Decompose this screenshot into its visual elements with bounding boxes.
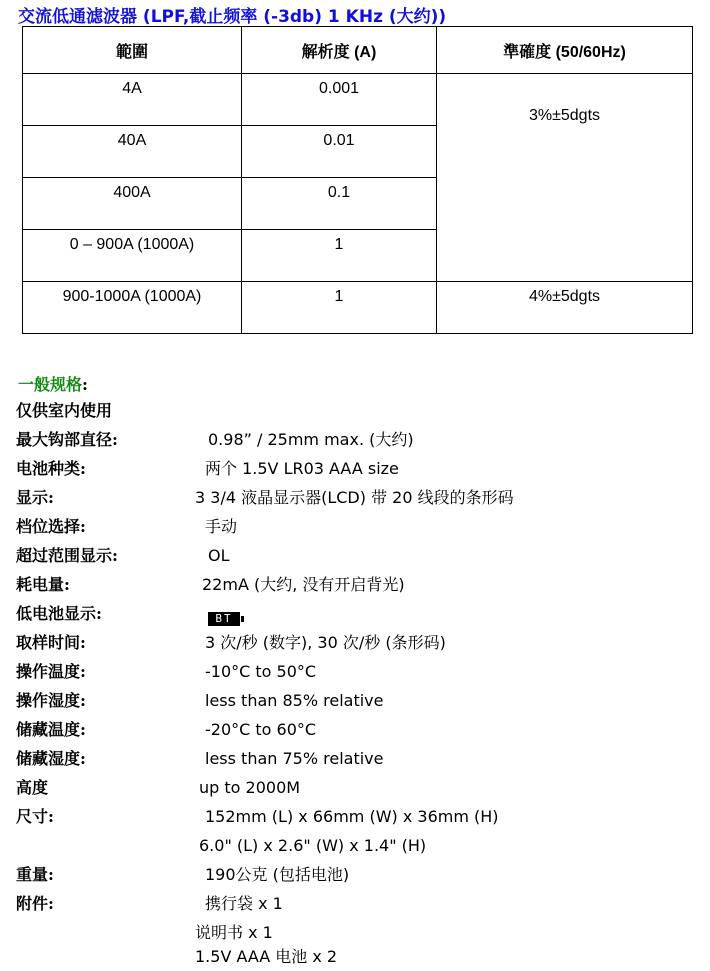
range-cell: 0 – 900A (1000A): [23, 230, 242, 282]
indoor-use-text: 仅供室内使用: [16, 401, 113, 420]
spec-label: 取样时间:: [16, 633, 86, 652]
section-title: 交流低通滤波器 (LPF,截止频率 (-3db) 1 KHz (大约)): [18, 7, 447, 27]
spec-value: less than 75% relative: [205, 749, 384, 768]
table-row: [23, 282, 693, 334]
spec-value: 两个 1.5V LR03 AAA size: [205, 459, 399, 478]
range-cell: 40A: [23, 126, 242, 178]
heading-colon: :: [82, 375, 88, 394]
spec-label: 操作温度:: [16, 662, 86, 681]
range-cell: 900-1000A (1000A): [23, 282, 242, 334]
accuracy-cell: 3%±5dgts: [437, 74, 693, 282]
spec-value: 说明书 x 1: [195, 923, 273, 942]
spec-value: less than 85% relative: [205, 691, 384, 710]
spec-value: 3 次/秒 (数字), 30 次/秒 (条形码): [205, 633, 446, 652]
spec-value: 3 3/4 液晶显示器(LCD) 带 20 线段的条形码: [195, 488, 514, 507]
spec-label: 重量:: [16, 865, 54, 884]
range-cell: 4A: [23, 74, 242, 126]
accuracy-cell: 4%±5dgts: [437, 282, 693, 334]
spec-table: [22, 26, 693, 334]
resolution-cell: 0.1: [242, 178, 437, 230]
spec-label: 显示:: [16, 488, 54, 507]
spec-value: 6.0" (L) x 2.6" (W) x 1.4" (H): [199, 836, 427, 855]
spec-label: 储藏温度:: [16, 720, 86, 739]
spec-label: 低电池显示:: [16, 604, 102, 623]
spec-value: -20°C to 60°C: [205, 720, 317, 739]
spec-label: 电池种类:: [16, 459, 86, 478]
spec-value: 1.5V AAA 电池 x 2: [195, 947, 338, 966]
header-resolution: 解析度 (A): [242, 27, 437, 74]
spec-label: 高度: [16, 778, 49, 797]
spec-value: -10°C to 50°C: [205, 662, 317, 681]
range-cell: 400A: [23, 178, 242, 230]
spec-label: 尺寸:: [16, 807, 54, 826]
spec-value: 携行袋 x 1: [205, 894, 283, 913]
spec-label: 耗电量:: [16, 575, 70, 594]
spec-label: 最大钩部直径:: [16, 430, 118, 449]
resolution-cell: 1: [242, 282, 437, 334]
spec-label: 超过范围显示:: [16, 546, 118, 565]
spec-value: [208, 599, 240, 628]
spec-value: up to 2000M: [199, 778, 301, 797]
spec-label: 附件:: [16, 894, 54, 913]
spec-label: 档位选择:: [16, 517, 86, 536]
resolution-cell: 1: [242, 230, 437, 282]
header-accuracy: 準確度 (50/60Hz): [437, 27, 693, 74]
spec-label: 操作湿度:: [16, 691, 86, 710]
table-header-row: [23, 27, 693, 74]
table-row: [23, 74, 693, 126]
general-spec-title: 一般规格: [18, 375, 83, 394]
spec-value: 手动: [205, 517, 238, 536]
resolution-cell: 0.001: [242, 74, 437, 126]
spec-value: OL: [208, 546, 230, 565]
resolution-cell: 0.01: [242, 126, 437, 178]
spec-value: 152mm (L) x 66mm (W) x 36mm (H): [205, 807, 499, 826]
spec-value: 190公克 (包括电池): [205, 865, 350, 884]
general-spec-heading: [18, 372, 88, 395]
header-range: 範圍: [23, 27, 242, 74]
low-battery-icon: BT: [208, 612, 240, 626]
spec-label: 储藏湿度:: [16, 749, 86, 768]
spec-value: 0.98” / 25mm max. (大约): [208, 430, 414, 449]
spec-value: 22mA (大约, 没有开启背光): [202, 575, 405, 594]
